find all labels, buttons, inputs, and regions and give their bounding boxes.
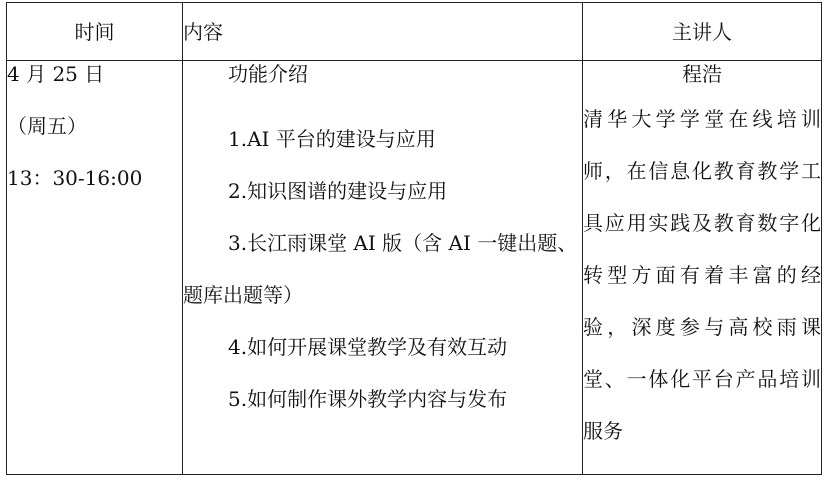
session-hours: 13：30-16:00 bbox=[7, 166, 143, 190]
speaker-bio: 清华大学学堂在线培训师，在信息化教育教学工具应用实践及教育数字化转型方面有着丰富的经验，深度参与高校雨课堂、一体化平台产品培训服务 bbox=[583, 107, 821, 443]
header-speaker: 主讲人 bbox=[583, 3, 822, 61]
header-content: 内容 bbox=[183, 3, 583, 61]
speaker-name: 程浩 bbox=[682, 62, 722, 86]
content-item-4: 4.如何开展课堂教学及有效互动 bbox=[228, 335, 508, 359]
content-item-1: 1.AI 平台的建设与应用 bbox=[228, 127, 436, 151]
content-cell bbox=[183, 61, 583, 475]
content-heading: 功能介绍 bbox=[228, 62, 308, 86]
content-item-3: 3.长江雨课堂 AI 版（含 AI 一键出题、题库出题等） bbox=[183, 231, 578, 307]
content-item-2: 2.知识图谱的建设与应用 bbox=[228, 179, 448, 203]
content-item-5: 5.如何制作课外教学内容与发布 bbox=[228, 387, 508, 411]
session-weekday: （周五） bbox=[7, 114, 87, 138]
session-date: 4 月 25 日 bbox=[7, 62, 105, 86]
table-row bbox=[7, 61, 822, 475]
header-time: 时间 bbox=[7, 3, 183, 61]
schedule-table bbox=[6, 2, 822, 475]
time-cell bbox=[7, 61, 183, 475]
speaker-cell bbox=[583, 61, 822, 475]
table-header-row bbox=[7, 3, 822, 61]
